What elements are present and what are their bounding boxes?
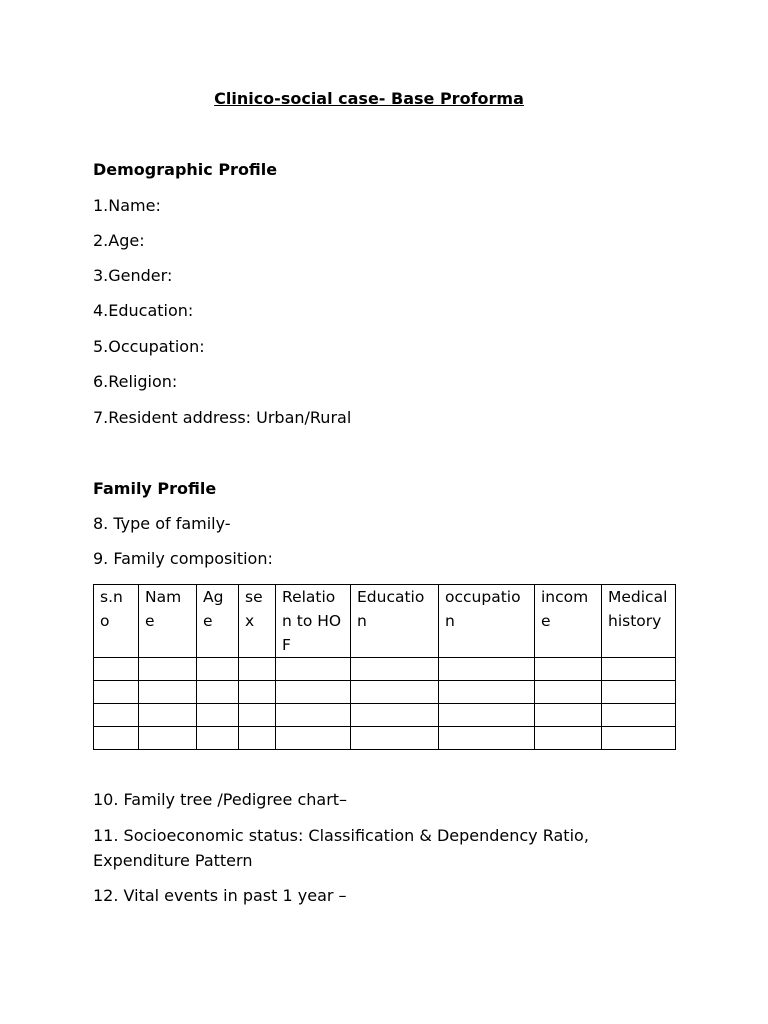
header-age: Age: [197, 585, 239, 658]
table-cell: [439, 704, 535, 727]
field-type-of-family: 8. Type of family-: [93, 514, 231, 533]
demographic-heading: Demographic Profile: [93, 160, 278, 179]
table-cell: [239, 727, 276, 750]
table-cell: [139, 681, 197, 704]
table-cell: [535, 681, 602, 704]
table-cell: [439, 727, 535, 750]
table-cell: [351, 704, 439, 727]
table-cell: [197, 658, 239, 681]
table-row: [94, 658, 676, 681]
header-occupation: occupation: [439, 585, 535, 658]
field-occupation: 5.Occupation:: [93, 337, 205, 356]
field-family-composition: 9. Family composition:: [93, 549, 273, 568]
header-education: Education: [351, 585, 439, 658]
table-header-row: [94, 585, 676, 658]
header-name: Name: [139, 585, 197, 658]
table-cell: [602, 681, 676, 704]
field-resident-address: 7.Resident address: Urban/Rural: [93, 408, 352, 427]
table-cell: [239, 681, 276, 704]
header-sno: s.no: [94, 585, 139, 658]
table-cell: [351, 727, 439, 750]
header-medical-history: Medical history: [602, 585, 676, 658]
field-socioeconomic-status: 11. Socioeconomic status: Classification & Dependency Ratio, Expenditure Pattern: [93, 826, 589, 870]
field-gender: 3.Gender:: [93, 266, 173, 285]
table-cell: [94, 658, 139, 681]
table-cell: [197, 704, 239, 727]
table-cell: [197, 727, 239, 750]
table-row: [94, 681, 676, 704]
table-cell: [439, 658, 535, 681]
table-cell: [276, 727, 351, 750]
table-cell: [139, 658, 197, 681]
table-cell: [535, 658, 602, 681]
table-cell: [94, 681, 139, 704]
table-cell: [94, 727, 139, 750]
table-cell: [276, 704, 351, 727]
table-cell: [276, 658, 351, 681]
table-cell: [535, 704, 602, 727]
table-cell: [276, 681, 351, 704]
table-cell: [94, 704, 139, 727]
table-row: [94, 704, 676, 727]
field-name: 1.Name:: [93, 196, 161, 215]
table-cell: [139, 727, 197, 750]
table-cell: [602, 727, 676, 750]
table-cell: [439, 681, 535, 704]
table-cell: [197, 681, 239, 704]
field-education: 4.Education:: [93, 301, 194, 320]
header-sex: sex: [239, 585, 276, 658]
field-age: 2.Age:: [93, 231, 145, 250]
table-row: [94, 727, 676, 750]
table-cell: [139, 704, 197, 727]
table-cell: [535, 727, 602, 750]
family-composition-table: [93, 584, 676, 750]
field-family-tree: 10. Family tree /Pedigree chart–: [93, 790, 348, 809]
table-cell: [239, 704, 276, 727]
document-title: Clinico-social case- Base Proforma: [214, 89, 524, 108]
field-religion: 6.Religion:: [93, 372, 178, 391]
table-cell: [239, 658, 276, 681]
table-cell: [351, 658, 439, 681]
field-vital-events: 12. Vital events in past 1 year –: [93, 886, 347, 905]
header-income: income: [535, 585, 602, 658]
table-cell: [602, 658, 676, 681]
table-cell: [602, 704, 676, 727]
header-relation-to-hof: Relation to HOF: [276, 585, 351, 658]
table-cell: [351, 681, 439, 704]
family-heading: Family Profile: [93, 479, 217, 498]
